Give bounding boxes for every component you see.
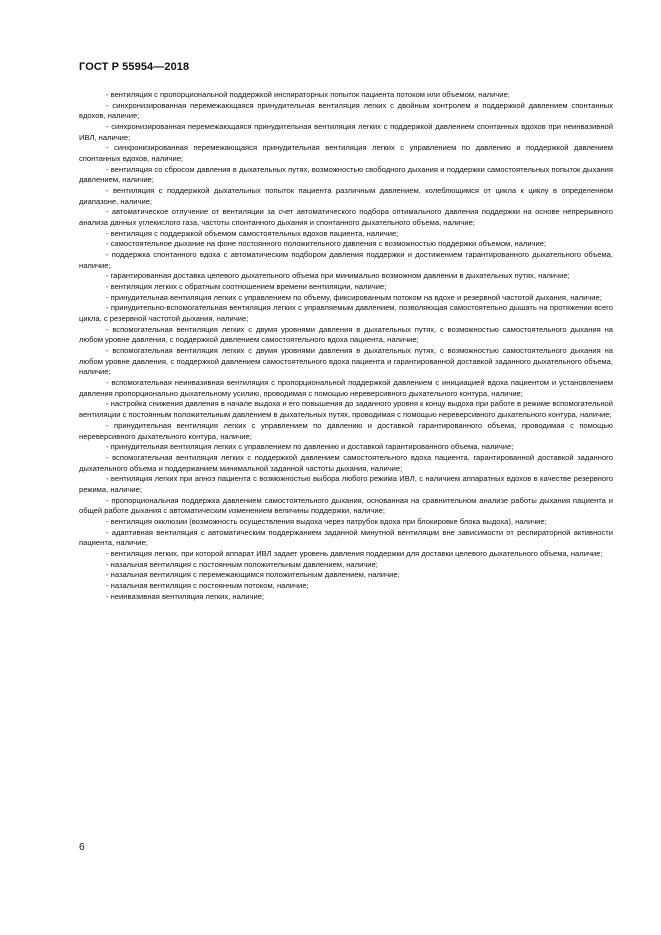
list-item: - вентиляция с пропорциональной поддержкой инспираторных попыток пациента потоком или объемом, наличие; [106, 90, 510, 99]
list-item: - автоматическое отлучение от вентиляции за счет автоматического подбора оптимального давления поддержки на основе непрерывного анализа данных углекислого газа, частоты спонтанного дыхания и спонтанного дыхательного объема, наличие; [79, 207, 613, 228]
list-item: - назальная вентиляция с постоянным потоком, наличие; [106, 580, 309, 590]
list-item: - вентиляция легких, при которой аппарат ИВЛ задает уровень давления поддержки для доставки целевого дыхательного объема, наличие; [106, 548, 603, 558]
list-item: - принудительная вентиляция легких с управлением по давлению и доставкой гарантированного объема, проводимая с помощью нереверсивного дыхательного контура, наличие; [79, 420, 613, 441]
list-item: - принудительная вентиляция легких с управлением по давлению и доставкой гарантированного объема, наличие; [106, 442, 514, 452]
list-item: - пропорциональная поддержка давлением самостоятельного дыхания, основанная на сравнительном анализе работы дыхания пациента и общей работе дыхания с автоматическим изменением величины поддержки, наличие; [79, 495, 613, 516]
list-item: - вентиляция с поддержкой дыхательных попыток пациента различным давлением, колеблющимся от цикла к циклу в определенном диапазоне, наличие; [79, 186, 613, 206]
list-item: - синхронизированная перемежающаяся принудительная вентиляция легких с двойным контролем и поддержкой давлением спонтанных вдохов, наличие; [79, 100, 613, 121]
list-item: - синхронизированная перемежающаяся принудительная вентиляция легких с управлением по давлению и поддержкой давлением спонтанных вдохов, наличие; [79, 143, 613, 164]
list-item: - вентиляция окклюзии (возможность осуществления выдоха через патрубок вдоха при блокировке блока выдоха), наличие; [106, 516, 547, 526]
list-item: - гарантированная доставка целевого дыхательного объема при минимально возможном давлении в дыхательных путях, наличие; [106, 271, 570, 281]
list-item: - назальная вентиляция с постоянным положительным давлением, наличие; [106, 559, 378, 569]
list-item: - вспомогательная вентиляция легких с двумя уровнями давления в дыхательных путях, с возможностью самостоятельного дыхания на любом уровне давления, с поддержкой давлением самостоятельного вдоха пациента и гарантированной доставкой заданного дыхательного объема, наличие; [79, 346, 613, 377]
document-body [79, 90, 613, 602]
list-item: - поддержка спонтанного вдоха с автоматическим подбором давления поддержки и достижением гарантированного дыхательного объема, наличие; [79, 250, 613, 270]
list-item: - принудительно-вспомогательная вентиляция легких с управляемым давлением, позволяющая самостоятельно дышать на протяжении всего цикла, с резервной частотой дыхания, наличие; [79, 303, 613, 324]
list-item: - вентиляция легких с обратным соотношением времени вентиляции, наличие; [106, 282, 387, 292]
list-item: - вспомогательная вентиляция легких с двумя уровнями давления в дыхательных путях, с возможностью самостоятельного дыхания на любом уровне давления, с поддержкой давлением самостоятельного вдоха пациента, наличие; [79, 324, 613, 345]
list-item: - принудительная вентиляция легких с управлением по объему, фиксированным потоком на вдохе и резервной частотой дыхания, наличие; [106, 292, 602, 302]
list-item: - назальная вентиляция с перемежающимся положительным давлением, наличие; [106, 570, 400, 580]
list-item: - вентиляция со сбросом давления в дыхательных путях, возможностью свободного дыхания и поддержки самостоятельных попыток дыхания давлением, наличие; [79, 164, 613, 185]
list-item: - вентиляция с поддержкой объемом самостоятельных вдохов пациента, наличие; [106, 228, 399, 238]
page-number: 6 [79, 842, 85, 853]
list-item: - вспомогательная вентиляция легких с поддержкой давлением самостоятельного вдоха пациента, гарантированной доставкой заданного дыхательного объема и поддержанием минимальной заданной частоты дыхания, наличие; [79, 452, 613, 473]
list-item: - адаптивная вентиляция с автоматическим поддержанием заданной минутной вентиляции вне зависимости от респираторной активности пациента, наличие; [79, 527, 613, 548]
list-item: - вспомогательная неинвазивная вентиляция с пропорциональной поддержкой давлением с инициацией вдоха пациентом и установлением давления пропорционально дыхательному усилию, проводимая с помощью нереверсивного дыхательного контура, наличие; [79, 378, 613, 398]
list-item: - неинвазивная вентиляция легких, наличие; [106, 591, 265, 601]
list-item: - вентиляция легких при апноэ пациента с возможностью выбора любого режима ИВЛ, с наличием аппаратных вдохов в качестве резервного режима, наличие; [79, 474, 613, 494]
list-item: - синхронизированная перемежающаяся принудительная вентиляция легких с поддержкой давлением спонтанных вдохов при неинвазивной ИВЛ, наличие; [79, 122, 613, 142]
list-item: - настройка снижения давления в начале выдоха и его повышения до заданного уровня к концу выдоха при работе в режиме вспомогательной вентиляции с постоянным положительным давлением в дыхательных путях, проводимая с помощью нереверсивного дыхательного контура, наличие; [79, 399, 613, 420]
document-header: ГОСТ Р 55954—2018 [79, 61, 190, 73]
list-item: - самостоятельное дыхание на фоне постоянного положительного давления с возможностью поддержки объемом, наличие; [106, 239, 547, 249]
